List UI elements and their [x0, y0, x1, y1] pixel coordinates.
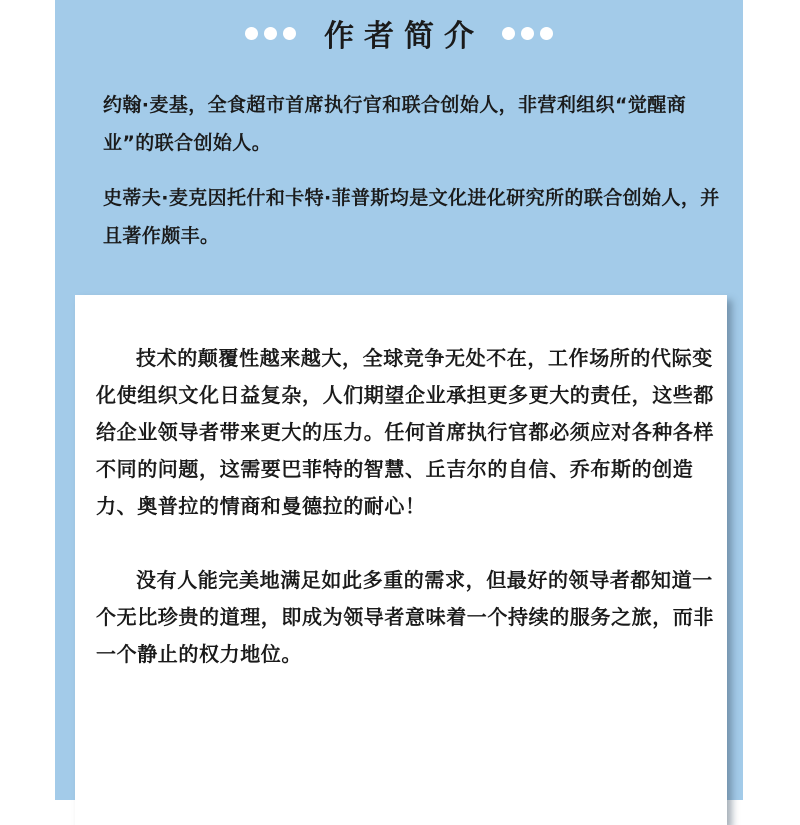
- dot-icon: [283, 27, 296, 40]
- dot-icon: [502, 27, 515, 40]
- right-dot-decoration: [502, 27, 553, 40]
- dot-icon: [521, 27, 534, 40]
- card-body-text: [96, 340, 716, 710]
- body-paragraph-2: 没有人能完美地满足如此多重的需求，但最好的领导者都知道一个无比珍贵的道理，即成为领导者意味着一个持续的服务之旅，而非一个静止的权力地位。: [96, 568, 714, 666]
- left-dot-decoration: [245, 27, 296, 40]
- author-intro: [103, 86, 723, 272]
- dot-icon: [264, 27, 277, 40]
- section-header: [55, 0, 743, 66]
- dot-icon: [540, 27, 553, 40]
- section-title: 作者简介: [324, 19, 484, 54]
- dot-icon: [245, 27, 258, 40]
- intro-paragraph-mackey: 约翰·麦基，全食超市首席执行官和联合创始人，非营利组织“觉醒商业”的联合创始人。: [103, 94, 687, 154]
- body-paragraph-1: 技术的颠覆性越来越大，全球竞争无处不在，工作场所的代际变化使组织文化日益复杂，人们期望企业承担更多更大的责任，这些都给企业领导者带来更大的压力。任何首席执行官都必须应对各种各样不同的问题，这需要巴菲特的智慧、丘吉尔的自信、乔布斯的创造力、奥普拉的情商和曼德拉的耐心！: [96, 346, 714, 518]
- intro-paragraph-coauthors: 史蒂夫·麦克因托什和卡特·菲普斯均是文化进化研究所的联合创始人，并且著作颇丰。: [103, 187, 720, 247]
